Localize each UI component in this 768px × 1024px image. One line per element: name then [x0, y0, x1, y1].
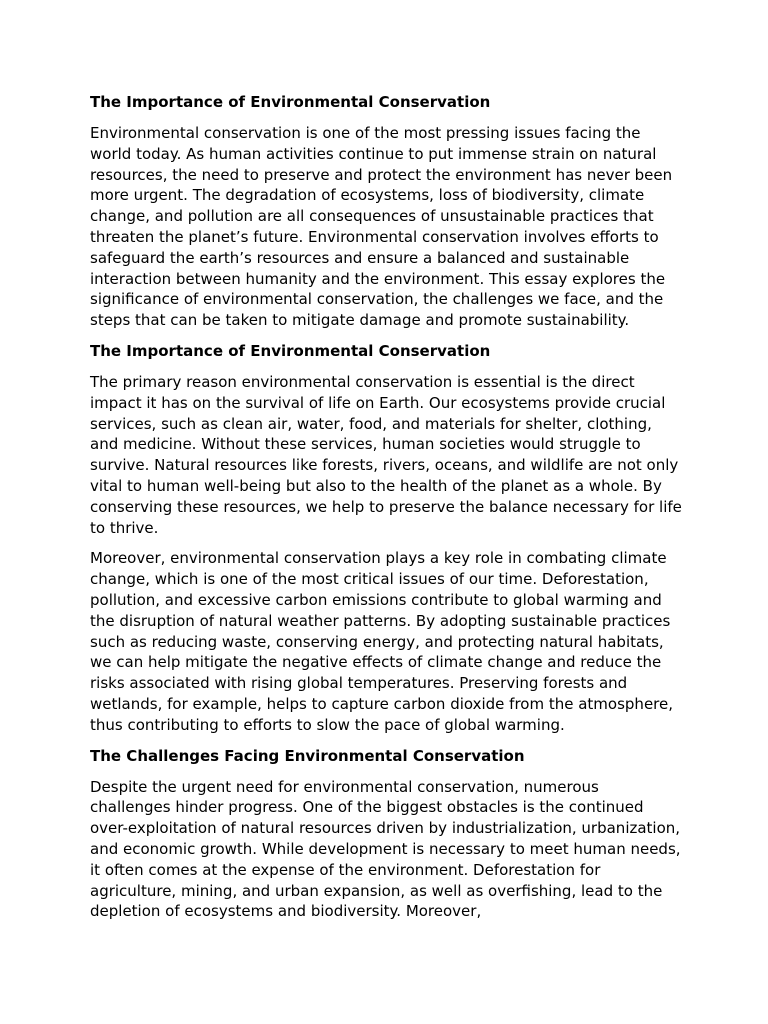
paragraph-challenges-1: Despite the urgent need for environmental conservation, numerous challenges hinder progress. One of the biggest obstacles is the continued over-exploitation of natural resources driven by industrialization, urbanization, and economic growth. While development is necessary to meet human needs, it often comes at the expense of the environment. Deforestation for agriculture, mining, and urban expansion, as well as overfishing, lead to the depletion of ecosystems and biodiversity. Moreover, [90, 777, 681, 921]
paragraph-importance-2: Moreover, environmental conservation plays a key role in combating climate change, which is one of the most critical issues of our time. Deforestation, pollution, and excessive carbon emissions contribute to global warming and the disruption of natural weather patterns. By adopting sustainable practices such as reducing waste, conserving energy, and protecting natural habitats, we can help mitigate the negative effects of climate change and reduce the risks associated with rising global temperatures. Preserving forests and wetlands, for example, helps to capture carbon dioxide from the atmosphere, thus contributing to efforts to slow the pace of global warming. [90, 549, 674, 734]
section-heading-intro: The Importance of Environmental Conservation [90, 93, 491, 111]
section-heading-challenges: The Challenges Facing Environmental Conservation [90, 746, 525, 765]
paragraph-importance-1: The primary reason environmental conservation is essential is the direct impact it has on the survival of life on Earth. Our ecosystems provide crucial services, such as clean air, water, food, and materials for shelter, clothing, and medicine. Without these services, human societies would struggle to survive. Natural resources like forests, rivers, oceans, and wildlife are not only vital to human well-being but also to the health of the planet as a whole. By conserving these resources, we help to preserve the balance necessary for life to thrive. [90, 372, 682, 537]
document-page [90, 92, 682, 932]
paragraph-intro: Environmental conservation is one of the most pressing issues facing the world today. As human activities continue to put immense strain on natural resources, the need to preserve and protect the environment has never been more urgent. The degradation of ecosystems, loss of biodiversity, climate change, and pollution are all consequences of unsustainable practices that threaten the planet’s future. Environmental conservation involves efforts to safeguard the earth’s resources and ensure a balanced and sustainable interaction between humanity and the environment. This essay explores the significance of environmental conservation, the challenges we face, and the steps that can be taken to mitigate damage and promote sustainability. [90, 124, 673, 330]
section-heading-importance: The Importance of Environmental Conservation [90, 341, 491, 360]
